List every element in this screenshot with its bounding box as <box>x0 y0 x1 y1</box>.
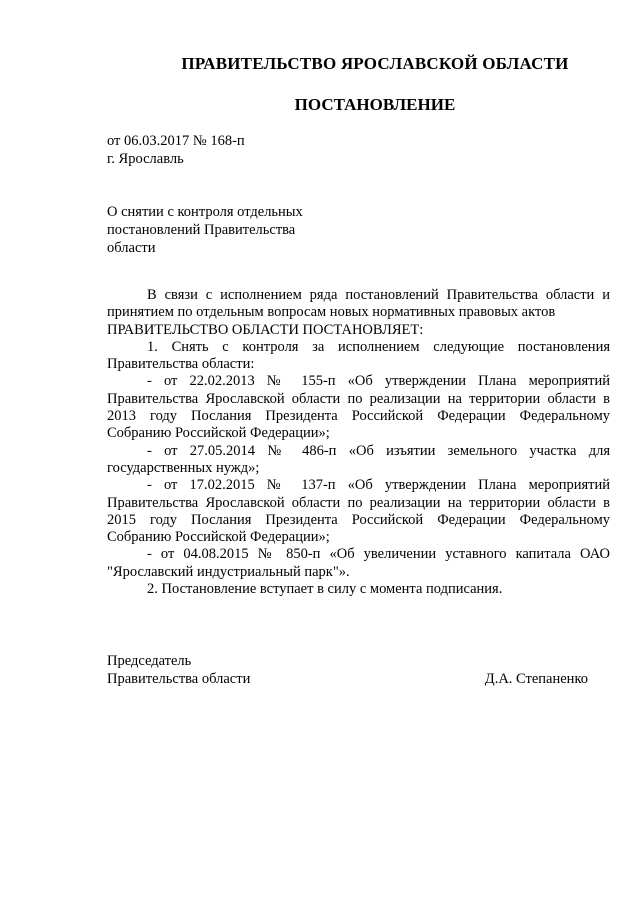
signatory-title-line-2: Правительства области <box>107 671 251 687</box>
signature-block <box>107 652 588 688</box>
city: г. Ярославль <box>107 151 184 167</box>
sub-item-4: - от 04.08.2015 № 850-п «Об увеличении уставного капитала ОАО "Ярославский индустриальный парк"». <box>107 546 610 580</box>
sub-item-2: - от 27.05.2014 № 486-п «Об изъятии земельного участка для государственных нужд»; <box>107 442 610 476</box>
sub-item-1: - от 22.02.2013 № 155-п «Об утверждении Плана мероприятий Правительства Ярославской области по реализации на территории области в 2013 году Послания Президента Российской Федерации Федеральному Собранию Российской Федерации»; <box>107 373 610 442</box>
sub-item-3: - от 17.02.2015 № 137-п «Об утверждении Плана мероприятий Правительства Ярославской области по реализации на территории области в 2015 году Послания Президента Российской Федерации Федеральному Собранию Российской Федерации»; <box>107 477 610 546</box>
signatory-title-line-1: Председатель <box>107 653 192 669</box>
signature-row <box>107 670 588 688</box>
document-subject <box>107 203 337 257</box>
document-type: ПОСТАНОВЛЕНИЕ <box>294 95 456 114</box>
item-2: 2. Постановление вступает в силу с момента подписания. <box>147 581 503 598</box>
document-meta <box>107 132 245 168</box>
signatory-name: Д.А. Степаненко <box>484 671 588 687</box>
item-1: 1. Снять с контроля за исполнением следующие постановления Правительства области: <box>107 338 610 373</box>
document-body <box>107 287 610 598</box>
subject-line-2: постановлений Правительства <box>107 222 296 238</box>
subject-line-1: О снятии с контроля отдельных <box>107 204 303 220</box>
intro-paragraph: В связи с исполнением ряда постановлений Правительства области и принятием по отдельным вопросам новых нормативных правовых актов <box>107 287 610 321</box>
organization-title: ПРАВИТЕЛЬСТВО ЯРОСЛАВСКОЙ ОБЛАСТИ <box>181 54 569 73</box>
subject-line-3: области <box>107 240 156 256</box>
decree-line: ПРАВИТЕЛЬСТВО ОБЛАСТИ ПОСТАНОВЛЯЕТ: <box>107 321 424 338</box>
date-number: от 06.03.2017 № 168-п <box>107 133 245 149</box>
